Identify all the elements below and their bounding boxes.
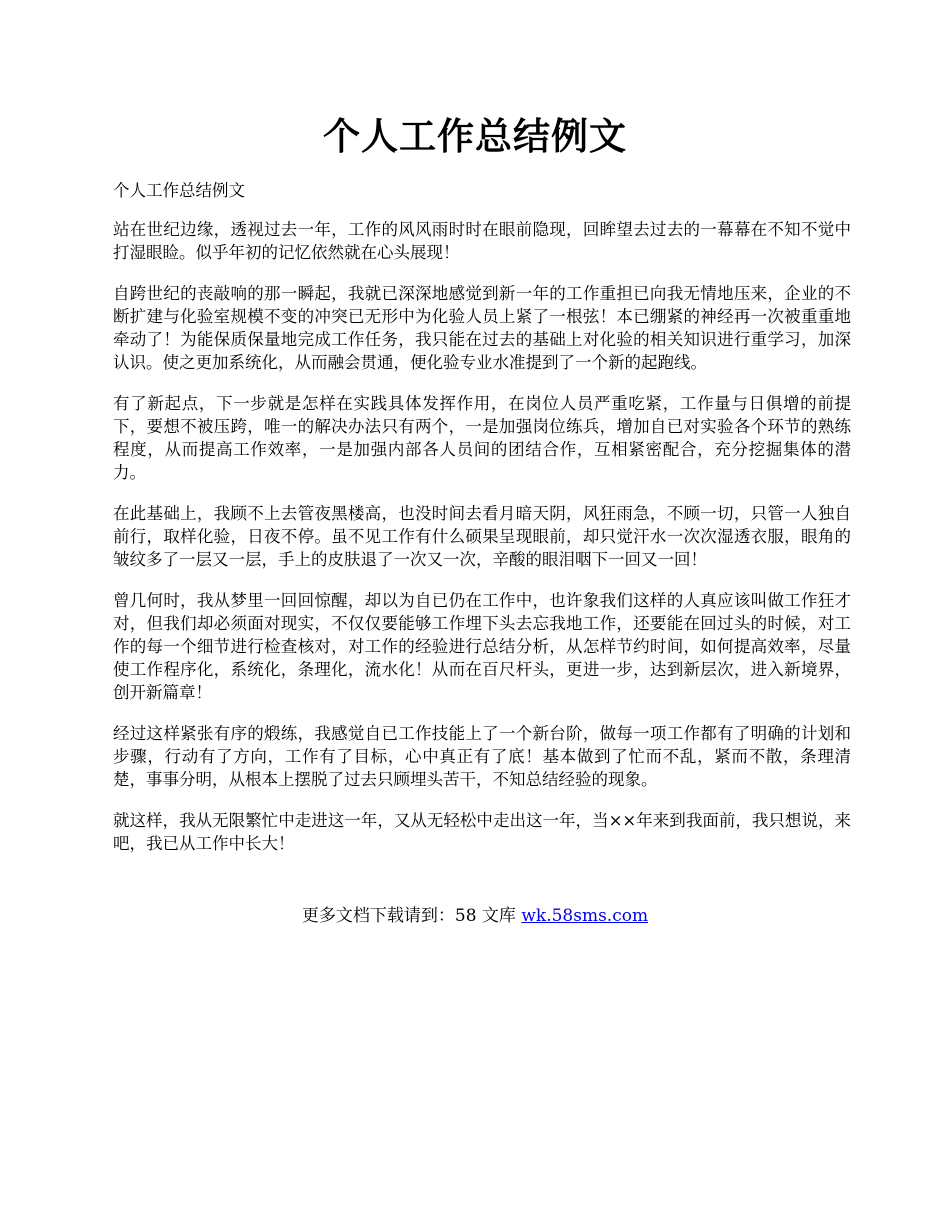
footer-text: 更多文档下载请到：58 文库 (301, 906, 522, 926)
download-footer (0, 904, 950, 928)
paragraph-6: 经过这样紧张有序的煅练，我感觉自已工作技能上了一个新台阶，做每一项工作都有了明确的计划和步骤，行动有了方向，工作有了目标，心中真正有了底！基本做到了忙而不乱，紧而不散，条理清楚，事事分明，从根本上摆脱了过去只顾埋头苦干，不知总结经验的现象。 (113, 724, 851, 789)
footer-link[interactable]: wk.58sms.com (521, 906, 649, 926)
paragraph-7: 就这样，我从无限繁忙中走进这一年，又从无轻松中走出这一年，当××年来到我面前，我只想说，来吧，我已从工作中长大！ (113, 811, 851, 853)
document-body (113, 179, 851, 873)
paragraph-3: 有了新起点，下一步就是怎样在实践具体发挥作用，在岗位人员严重吃紧，工作量与日俱增的前提下，要想不被压跨，唯一的解决办法只有两个，一是加强岗位练兵，增加自已对实验各个环节的熟练程度，从而提高工作效率，一是加强内部各人员间的团结合作，互相紧密配合，充分挖掘集体的潜力。 (113, 394, 851, 482)
paragraph-5: 曾几何时，我从梦里一回回惊醒，却以为自已仍在工作中，也许象我们这样的人真应该叫做工作狂才对，但我们却必须面对现实，不仅仅要能够工作埋下头去忘我地工作，还要能在回过头的时候，对工作的每一个细节进行检查核对，对工作的经验进行总结分析，从怎样节约时间，如何提高效率，尽量使工作程序化，系统化，条理化，流水化！从而在百尺杆头，更进一步，达到新层次，进入新境界，创开新篇章！ (113, 591, 851, 702)
paragraph-1: 站在世纪边缘，透视过去一年，工作的风风雨时时在眼前隐现，回眸望去过去的一幕幕在不知不觉中打湿眼睑。似乎年初的记忆依然就在心头展现！ (113, 220, 851, 262)
document-title: 个人工作总结例文 (323, 114, 627, 158)
document-subtitle: 个人工作总结例文 (113, 181, 245, 200)
paragraph-2: 自跨世纪的丧敲响的那一瞬起，我就已深深地感觉到新一年的工作重担已向我无情地压来，企业的不断扩建与化验室规模不变的冲突已无形中为化验人员上紧了一根弦！本已绷紧的神经再一次被重重地牵动了！为能保质保量地完成工作任务，我只能在过去的基础上对化验的相关知识进行重学习，加深认识。使之更加系统化，从而融会贯通，便化验专业水准提到了一个新的起跑线。 (113, 284, 851, 372)
paragraph-4: 在此基础上，我顾不上去管夜黑楼高，也没时间去看月暗天阴，风狂雨急，不顾一切，只管一人独自前行，取样化验，日夜不停。虽不见工作有什么硕果呈现眼前，却只觉汗水一次次湿透衣服，眼角的皱纹多了一层又一层，手上的皮肤退了一次又一次，辛酸的眼泪咽下一回又一回！ (113, 504, 851, 569)
